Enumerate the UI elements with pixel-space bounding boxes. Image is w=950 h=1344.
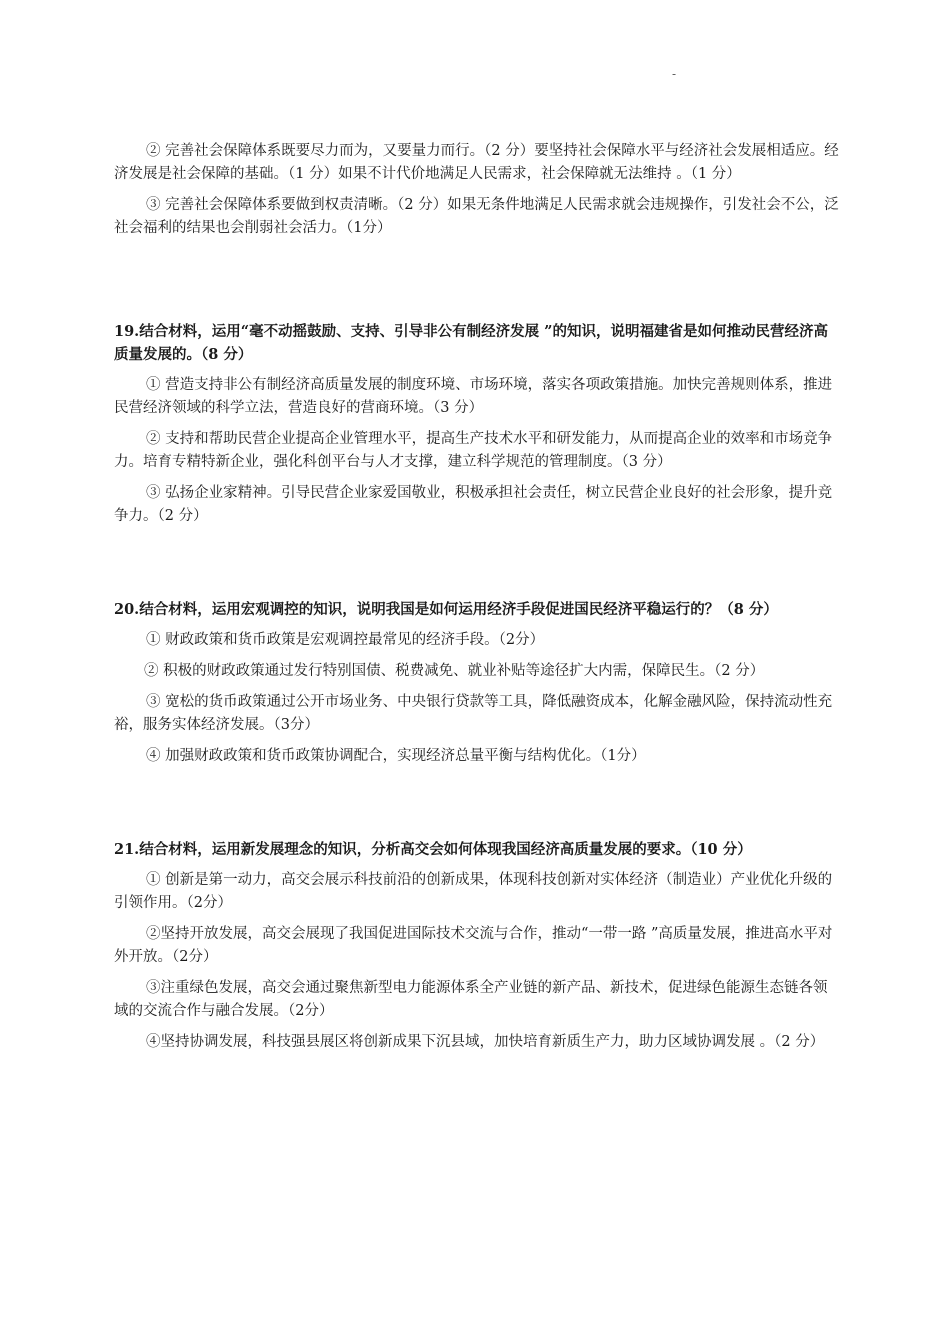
answer-19-1: ① 营造支持非公有制经济高质量发展的制度环境、市场环境，落实各项政策措施。加快完善规则体系，推进民营经济领域的科学立法，营造良好的营商环境。（3 分） bbox=[114, 377, 833, 416]
answer-21-4: ④坚持协调发展，科技强县展区将创新成果下沉县域，加快培育新质生产力，助力区域协调发展 。（2 分） bbox=[146, 1034, 825, 1050]
question-20 bbox=[114, 598, 840, 768]
answer-19-3: ③ 弘扬企业家精神。引导民营企业家爱国敬业，积极承担社会责任，树立民营企业良好的社会形象，提升竞争力。（2 分） bbox=[114, 485, 833, 524]
question-21 bbox=[114, 838, 840, 1054]
answer-21-1: ① 创新是第一动力，高交会展示科技前沿的创新成果，体现科技创新对实体经济（制造业）产业优化升级的引领作用。（2分） bbox=[114, 872, 833, 911]
answer-19-2: ② 支持和帮助民营企业提高企业管理水平，提高生产技术水平和研发能力，从而提高企业的效率和市场竞争力。培育专精特新企业，强化科创平台与人才支撑，建立科学规范的管理制度。（3 分） bbox=[114, 431, 833, 470]
answer-21-3: ③注重绿色发展，高交会通过聚焦新型电力能源体系全产业链的新产品、新技术，促进绿色能源生态链各领域的交流合作与融合发展。（2分） bbox=[114, 980, 828, 1019]
answer-20-3: ③ 宽松的货币政策通过公开市场业务、中央银行贷款等工具，降低融资成本，化解金融风险，保持流动性充裕，服务实体经济发展。（3分） bbox=[114, 694, 833, 733]
question-20-title: 20.结合材料，运用宏观调控的知识，说明我国是如何运用经济手段促进国民经济平稳运行的？（8 分） bbox=[114, 601, 778, 618]
question-21-title: 21.结合材料，运用新发展理念的知识，分析高交会如何体现我国经济高质量发展的要求。（10 分） bbox=[114, 841, 752, 858]
answer-18-3: ③ 完善社会保障体系要做到权责清晰。（2 分）如果无条件地满足人民需求就会违规操作，引发社会不公，泛社会福利的结果也会削弱社会活力。（1分） bbox=[114, 197, 839, 236]
question-19 bbox=[114, 320, 840, 528]
question-19-title: 19.结合材料，运用“毫不动摇鼓励、支持、引导非公有制经济发展 ”的知识，说明福建省是如何推动民营经济高质量发展的。（8 分） bbox=[114, 323, 828, 363]
document-body bbox=[114, 140, 840, 1062]
header-mark: - bbox=[672, 67, 677, 81]
answer-21-2: ②坚持开放发展，高交会展现了我国促进国际技术交流与合作，推动“一带一路 ”高质量发展，推进高水平对外开放。（2分） bbox=[114, 926, 833, 965]
section-18-continued bbox=[114, 140, 840, 240]
answer-18-2: ② 完善社会保障体系既要尽力而为，又要量力而行。（2 分）要坚持社会保障水平与经济社会发展相适应。经济发展是社会保障的基础。（1 分）如果不计代价地满足人民需求，社会保障就无法维持 。（1 分） bbox=[114, 143, 839, 182]
answer-20-2: ② 积极的财政政策通过发行特别国债、税费减免、就业补贴等途径扩大内需，保障民生。（2 分） bbox=[144, 663, 765, 679]
answer-20-4: ④ 加强财政政策和货币政策协调配合，实现经济总量平衡与结构优化。（1分） bbox=[146, 748, 646, 764]
answer-20-1: ① 财政政策和货币政策是宏观调控最常见的经济手段。（2分） bbox=[146, 632, 545, 648]
